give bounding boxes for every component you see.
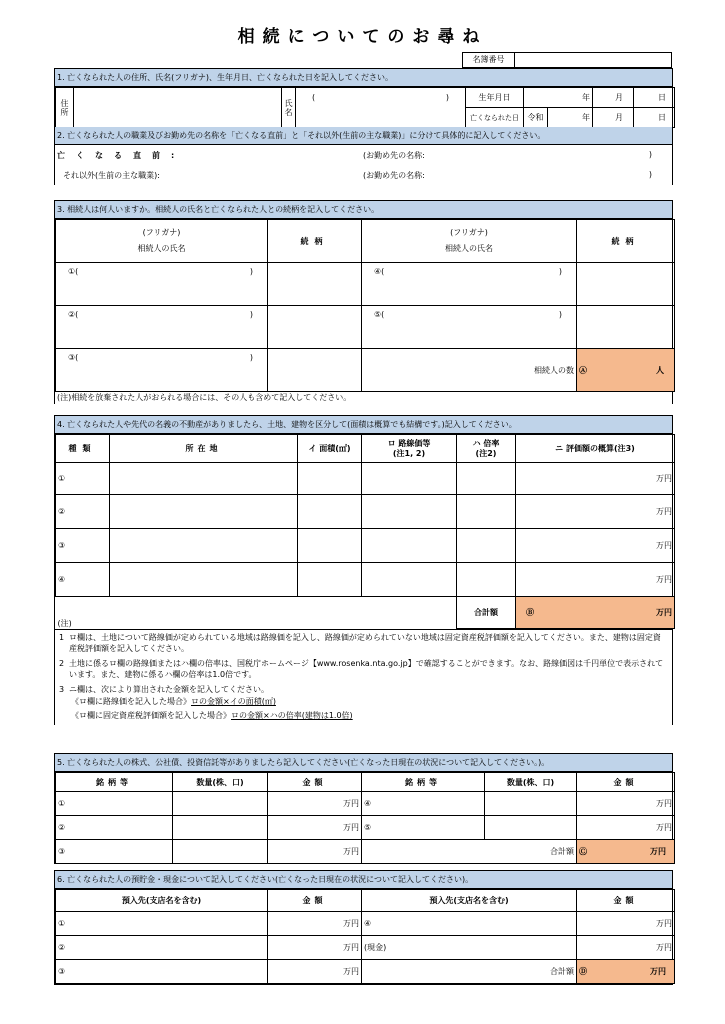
bank-header-left: 預入先(支店名を含む) — [56, 890, 268, 912]
deposit-1-amount[interactable]: 万円 — [268, 912, 362, 936]
notes-title: (注) — [57, 618, 72, 628]
row-4-type[interactable]: ④ — [56, 563, 110, 597]
table-row — [56, 960, 675, 984]
deposit-2-amount[interactable]: 万円 — [268, 936, 362, 960]
row-3-type[interactable]: ③ — [56, 529, 110, 563]
register-number-field[interactable] — [515, 53, 671, 67]
heir-4-name[interactable]: ④( ) — [362, 263, 577, 306]
cash-label[interactable]: (現金) — [362, 936, 577, 960]
heir-1-name[interactable]: ①( ) — [56, 263, 268, 306]
occupation-just-before[interactable]: 亡くなる直前: — [57, 150, 186, 160]
row-3-area[interactable] — [298, 529, 362, 563]
heir-5-name[interactable]: ⑤( ) — [362, 306, 577, 349]
securities-total-label: 合計額 — [362, 840, 577, 864]
row-2-location[interactable] — [110, 495, 298, 529]
birth-date-label: 生年月日 — [466, 88, 524, 108]
heir-name-header-left: (フリガナ) 相続人の氏名 — [56, 220, 268, 263]
heir-count-field[interactable]: Ⓐ 人 — [577, 349, 675, 392]
employer-other[interactable]: (お勤め先の名称: ) — [363, 169, 652, 180]
sec-3-brand[interactable]: ③ — [56, 840, 173, 864]
note-3-line-b: 《ロ欄に固定資産税評価額を記入した場合》ロの金額×ハの倍率(建物は1.0倍) — [71, 711, 353, 720]
deposit-4-bank[interactable]: ④ — [362, 912, 577, 936]
sec-5-amount[interactable]: 万円 — [577, 816, 675, 840]
table-row — [56, 912, 675, 936]
section-1-heading: 1. 亡くなられた人の住所、氏名(フリガナ)、生年月日、亡くなられた日を記入してください。 — [55, 69, 672, 87]
note-2: 2 土地に係るロ欄の路線価またはハ欄の倍率は、国税庁ホームページ【www.rosenka.nta.go.jp】で確認することができます。なお、路線価図は千円単位で表示されています。また、建物に係るハ欄の倍率は1.0倍です。 — [59, 659, 664, 679]
row-3-location[interactable] — [110, 529, 298, 563]
register-number-label: 名簿番号 — [463, 53, 515, 67]
row-3-multiplier[interactable] — [457, 529, 516, 563]
row-1-multiplier[interactable] — [457, 463, 516, 495]
deposit-amount-header-right: 金額 — [577, 890, 675, 912]
section-2-table — [55, 145, 672, 185]
row-2-price[interactable] — [362, 495, 457, 529]
death-era: 令和 — [524, 108, 548, 128]
securities-table — [55, 772, 675, 864]
register-number-box — [462, 52, 672, 68]
section-4-heading: 4. 亡くなられた人や先代の名義の不動産がありましたら、土地、建物を区分して(面積は概算でも結構です。)記入してください。 — [55, 416, 672, 434]
section-1-table — [55, 87, 675, 128]
heir-2-name[interactable]: ②( ) — [56, 306, 268, 349]
death-day-field[interactable]: 日 — [634, 108, 675, 128]
deposit-3-bank[interactable]: ③ — [56, 960, 268, 984]
section-2-heading: 2. 亡くなられた人の職業及びお勤め先の名称を「亡くなる直前」と「それ以外(生前の主な職業)」に分けて具体的に記入してください。 — [55, 127, 672, 145]
row-4-multiplier[interactable] — [457, 563, 516, 597]
sec-5-brand[interactable]: ⑤ — [362, 816, 485, 840]
heir-5-relation[interactable] — [577, 306, 675, 349]
table-row — [56, 563, 675, 597]
row-4-area[interactable] — [298, 563, 362, 597]
amount-header-left: 金額 — [268, 773, 362, 792]
amount-header-right: 金額 — [577, 773, 675, 792]
deposits-total-field[interactable]: Ⓓ 万円 — [577, 960, 675, 984]
heir-2-relation[interactable] — [268, 306, 362, 349]
row-4-price[interactable] — [362, 563, 457, 597]
section-4-notes — [55, 629, 672, 725]
sec-1-amount[interactable]: 万円 — [268, 792, 362, 816]
address-field[interactable] — [74, 88, 282, 128]
brand-header-left: 銘柄等 — [56, 773, 173, 792]
sec-3-qty[interactable] — [173, 840, 268, 864]
table-row — [56, 840, 675, 864]
type-header: 種類 — [56, 435, 110, 463]
multiplier-header: ハ 倍率 (注2) — [457, 435, 516, 463]
section-5 — [54, 753, 673, 864]
row-2-value[interactable]: 万円 — [516, 495, 675, 529]
note-3-line-a: 《ロ欄に路線価を記入した場合》ロの金額×イの面積(㎡) — [71, 697, 276, 706]
page-title: 相続についてのお尋ね — [237, 27, 488, 47]
sec-2-qty[interactable] — [173, 816, 268, 840]
deceased-name-field[interactable] — [296, 108, 466, 128]
section-4 — [54, 415, 673, 725]
section-2 — [54, 127, 673, 185]
deposit-amount-header-left: 金額 — [268, 890, 362, 912]
qty-header-right: 数量(株、口) — [485, 773, 577, 792]
table-row — [56, 792, 675, 816]
row-1-location[interactable] — [110, 463, 298, 495]
row-1-area[interactable] — [298, 463, 362, 495]
death-month-field[interactable]: 月 — [593, 108, 634, 128]
row-2-type[interactable]: ② — [56, 495, 110, 529]
name-label: 氏名 — [282, 88, 296, 128]
heir-3-relation[interactable] — [268, 349, 362, 392]
brand-header-right: 銘柄等 — [362, 773, 485, 792]
value-header: ニ 評価額の概算(注3) — [516, 435, 675, 463]
sec-4-amount[interactable]: 万円 — [577, 792, 675, 816]
row-1-value[interactable]: 万円 — [516, 463, 675, 495]
death-date-label: 亡くなられた日 — [466, 108, 524, 128]
death-year-field[interactable]: 年 — [548, 108, 593, 128]
price-header: ロ 路線価等 (注1, 2) — [362, 435, 457, 463]
bank-header-right: 預入先(支店名を含む) — [362, 890, 577, 912]
birth-day-field[interactable]: 日 — [634, 88, 675, 108]
heir-count-label: 相続人の数 — [362, 349, 577, 392]
qty-header-left: 数量(株、口) — [173, 773, 268, 792]
section-3-heading: 3. 相続人は何人いますか。相続人の氏名と亡くなられた人との続柄を記入してください。 — [55, 201, 672, 219]
birth-year-field[interactable]: 年 — [524, 88, 593, 108]
heir-1-relation[interactable] — [268, 263, 362, 306]
furigana-field[interactable]: ( ) — [296, 88, 466, 108]
relation-header-right: 続柄 — [577, 220, 675, 263]
real-estate-total-field[interactable]: Ⓑ 万円 — [516, 597, 675, 629]
real-estate-total-label: 合計額 — [457, 597, 516, 629]
row-4-value[interactable]: 万円 — [516, 563, 675, 597]
heirs-table — [55, 219, 675, 392]
note-3: 3 ニ欄は、次により算出された金額を記入してください。 — [59, 685, 269, 694]
row-3-value[interactable]: 万円 — [516, 529, 675, 563]
employer-just-before[interactable]: (お勤め先の名称: ) — [363, 149, 652, 160]
sec-1-qty[interactable] — [173, 792, 268, 816]
sec-5-qty[interactable] — [485, 816, 577, 840]
row-1-type[interactable]: ① — [56, 463, 110, 495]
row-4-location[interactable] — [110, 563, 298, 597]
sec-2-brand[interactable]: ② — [56, 816, 173, 840]
sec-3-amount[interactable]: 万円 — [268, 840, 362, 864]
sec-1-brand[interactable]: ① — [56, 792, 173, 816]
row-3-price[interactable] — [362, 529, 457, 563]
table-row — [56, 936, 675, 960]
occupation-other[interactable]: それ以外(生前の主な職業): — [63, 170, 160, 180]
heir-name-header-right: (フリガナ) 相続人の氏名 — [362, 220, 577, 263]
table-row — [56, 495, 675, 529]
sec-4-brand[interactable]: ④ — [362, 792, 485, 816]
sec-4-qty[interactable] — [485, 792, 577, 816]
section-6-heading: 6. 亡くなられた人の預貯金・現金について記入してください(亡くなった日現在の状況について記入してください)。 — [55, 871, 672, 889]
location-header: 所在地 — [110, 435, 298, 463]
relation-header-left: 続柄 — [268, 220, 362, 263]
area-header: イ 面積(㎡) — [298, 435, 362, 463]
heir-4-relation[interactable] — [577, 263, 675, 306]
securities-total-field[interactable]: Ⓒ 万円 — [577, 840, 675, 864]
deposits-table — [55, 889, 675, 984]
note-1: 1 ロ欄は、土地について路線価が定められている地域は路線価を記入し、路線価が定められていない地域は固定資産税評価額を記入してください。また、建物は固定資産税評価額を記入してください。 — [59, 633, 661, 653]
heir-3-name[interactable]: ③( ) — [56, 349, 268, 392]
address-label: 住所 — [56, 88, 74, 128]
section-3 — [54, 200, 673, 404]
deposit-2-bank[interactable]: ② — [56, 936, 268, 960]
section-3-note: (注)相続を放棄された人がおられる場合には、その人も含めて記入してください。 — [57, 393, 352, 402]
table-row — [56, 529, 675, 563]
deposit-3-amount[interactable]: 万円 — [268, 960, 362, 984]
row-2-multiplier[interactable] — [457, 495, 516, 529]
cash-amount[interactable]: 万円 — [577, 936, 675, 960]
deposits-total-label: 合計額 — [362, 960, 577, 984]
row-2-area[interactable] — [298, 495, 362, 529]
sec-2-amount[interactable]: 万円 — [268, 816, 362, 840]
section-5-heading: 5. 亡くなられた人の株式、公社債、投資信託等がありましたら記入してください(亡くなった日現在の状況について記入してください。)。 — [55, 754, 672, 772]
deposit-4-amount[interactable]: 万円 — [577, 912, 675, 936]
section-6 — [54, 870, 673, 985]
row-1-price[interactable] — [362, 463, 457, 495]
table-row — [56, 463, 675, 495]
deposit-1-bank[interactable]: ① — [56, 912, 268, 936]
table-row — [56, 816, 675, 840]
birth-month-field[interactable]: 月 — [593, 88, 634, 108]
section-1 — [54, 68, 673, 128]
real-estate-table — [55, 434, 675, 629]
